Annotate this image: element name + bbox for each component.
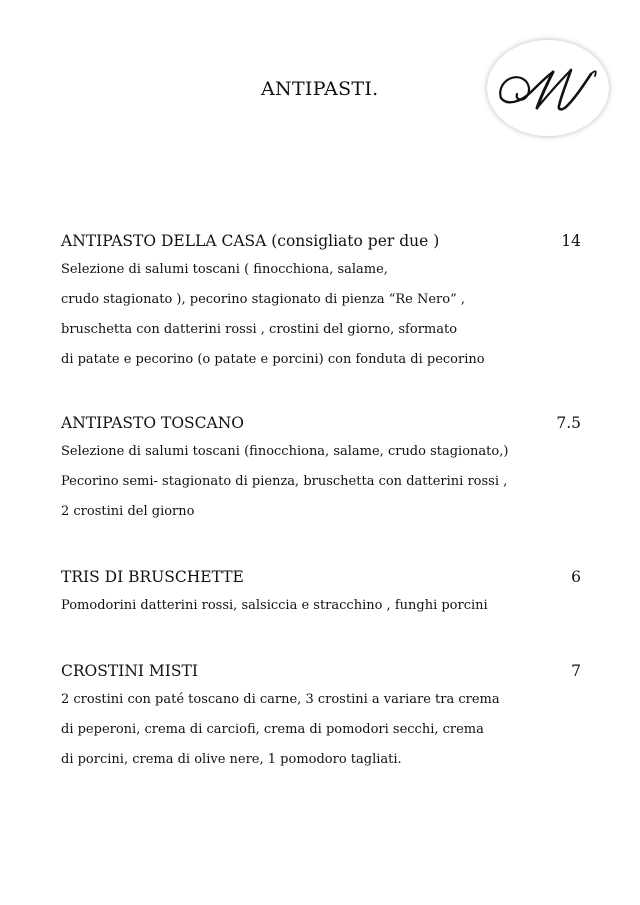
dish-description-line: Pecorino semi- stagionato di pienza, bruschetta con datterini rossi ,	[61, 474, 508, 489]
monogram-m-icon	[487, 40, 609, 136]
page-title: ANTIPASTI.	[261, 78, 379, 100]
dish-price: 14	[561, 232, 581, 250]
dish-description-line: bruschetta con datterini rossi , crostini del giorno, sformato	[61, 322, 458, 337]
dish-name: CROSTINI MISTI	[61, 662, 199, 680]
dish-antipasto-toscano	[61, 414, 581, 527]
dish-name: TRIS DI BRUSCHETTE	[61, 568, 244, 586]
dish-description-line: di porcini, crema di olive nere, 1 pomodoro tagliati.	[61, 752, 402, 767]
dish-description-line: 2 crostini del giorno	[61, 504, 195, 519]
dish-description-line: Selezione di salumi toscani ( finocchiona, salame,	[61, 262, 388, 277]
dish-description-line: Selezione di salumi toscani (finocchiona, salame, crudo stagionato,)	[61, 444, 509, 459]
dish-price: 6	[571, 568, 581, 586]
dish-description-line: 2 crostini con paté toscano di carne, 3 crostini a variare tra crema	[61, 692, 500, 707]
restaurant-logo	[487, 40, 609, 136]
dish-description-line: crudo stagionato ), pecorino stagionato di pienza “Re Nero” ,	[61, 292, 465, 307]
dish-description-line: Pomodorini datterini rossi, salsiccia e stracchino , funghi porcini	[61, 598, 488, 613]
dish-description-line: di patate e pecorino (o patate e porcini) con fonduta di pecorino	[61, 352, 485, 367]
dish-antipasto-della-casa	[61, 232, 581, 375]
dish-tris-di-bruschette	[61, 568, 581, 621]
dish-price: 7.5	[556, 414, 581, 432]
dish-crostini-misti	[61, 662, 581, 775]
dish-name: ANTIPASTO DELLA CASA (consigliato per due )	[61, 232, 440, 250]
dish-name: ANTIPASTO TOSCANO	[61, 414, 244, 432]
dish-description-line: di peperoni, crema di carciofi, crema di pomodori secchi, crema	[61, 722, 484, 737]
dish-price: 7	[571, 662, 581, 680]
